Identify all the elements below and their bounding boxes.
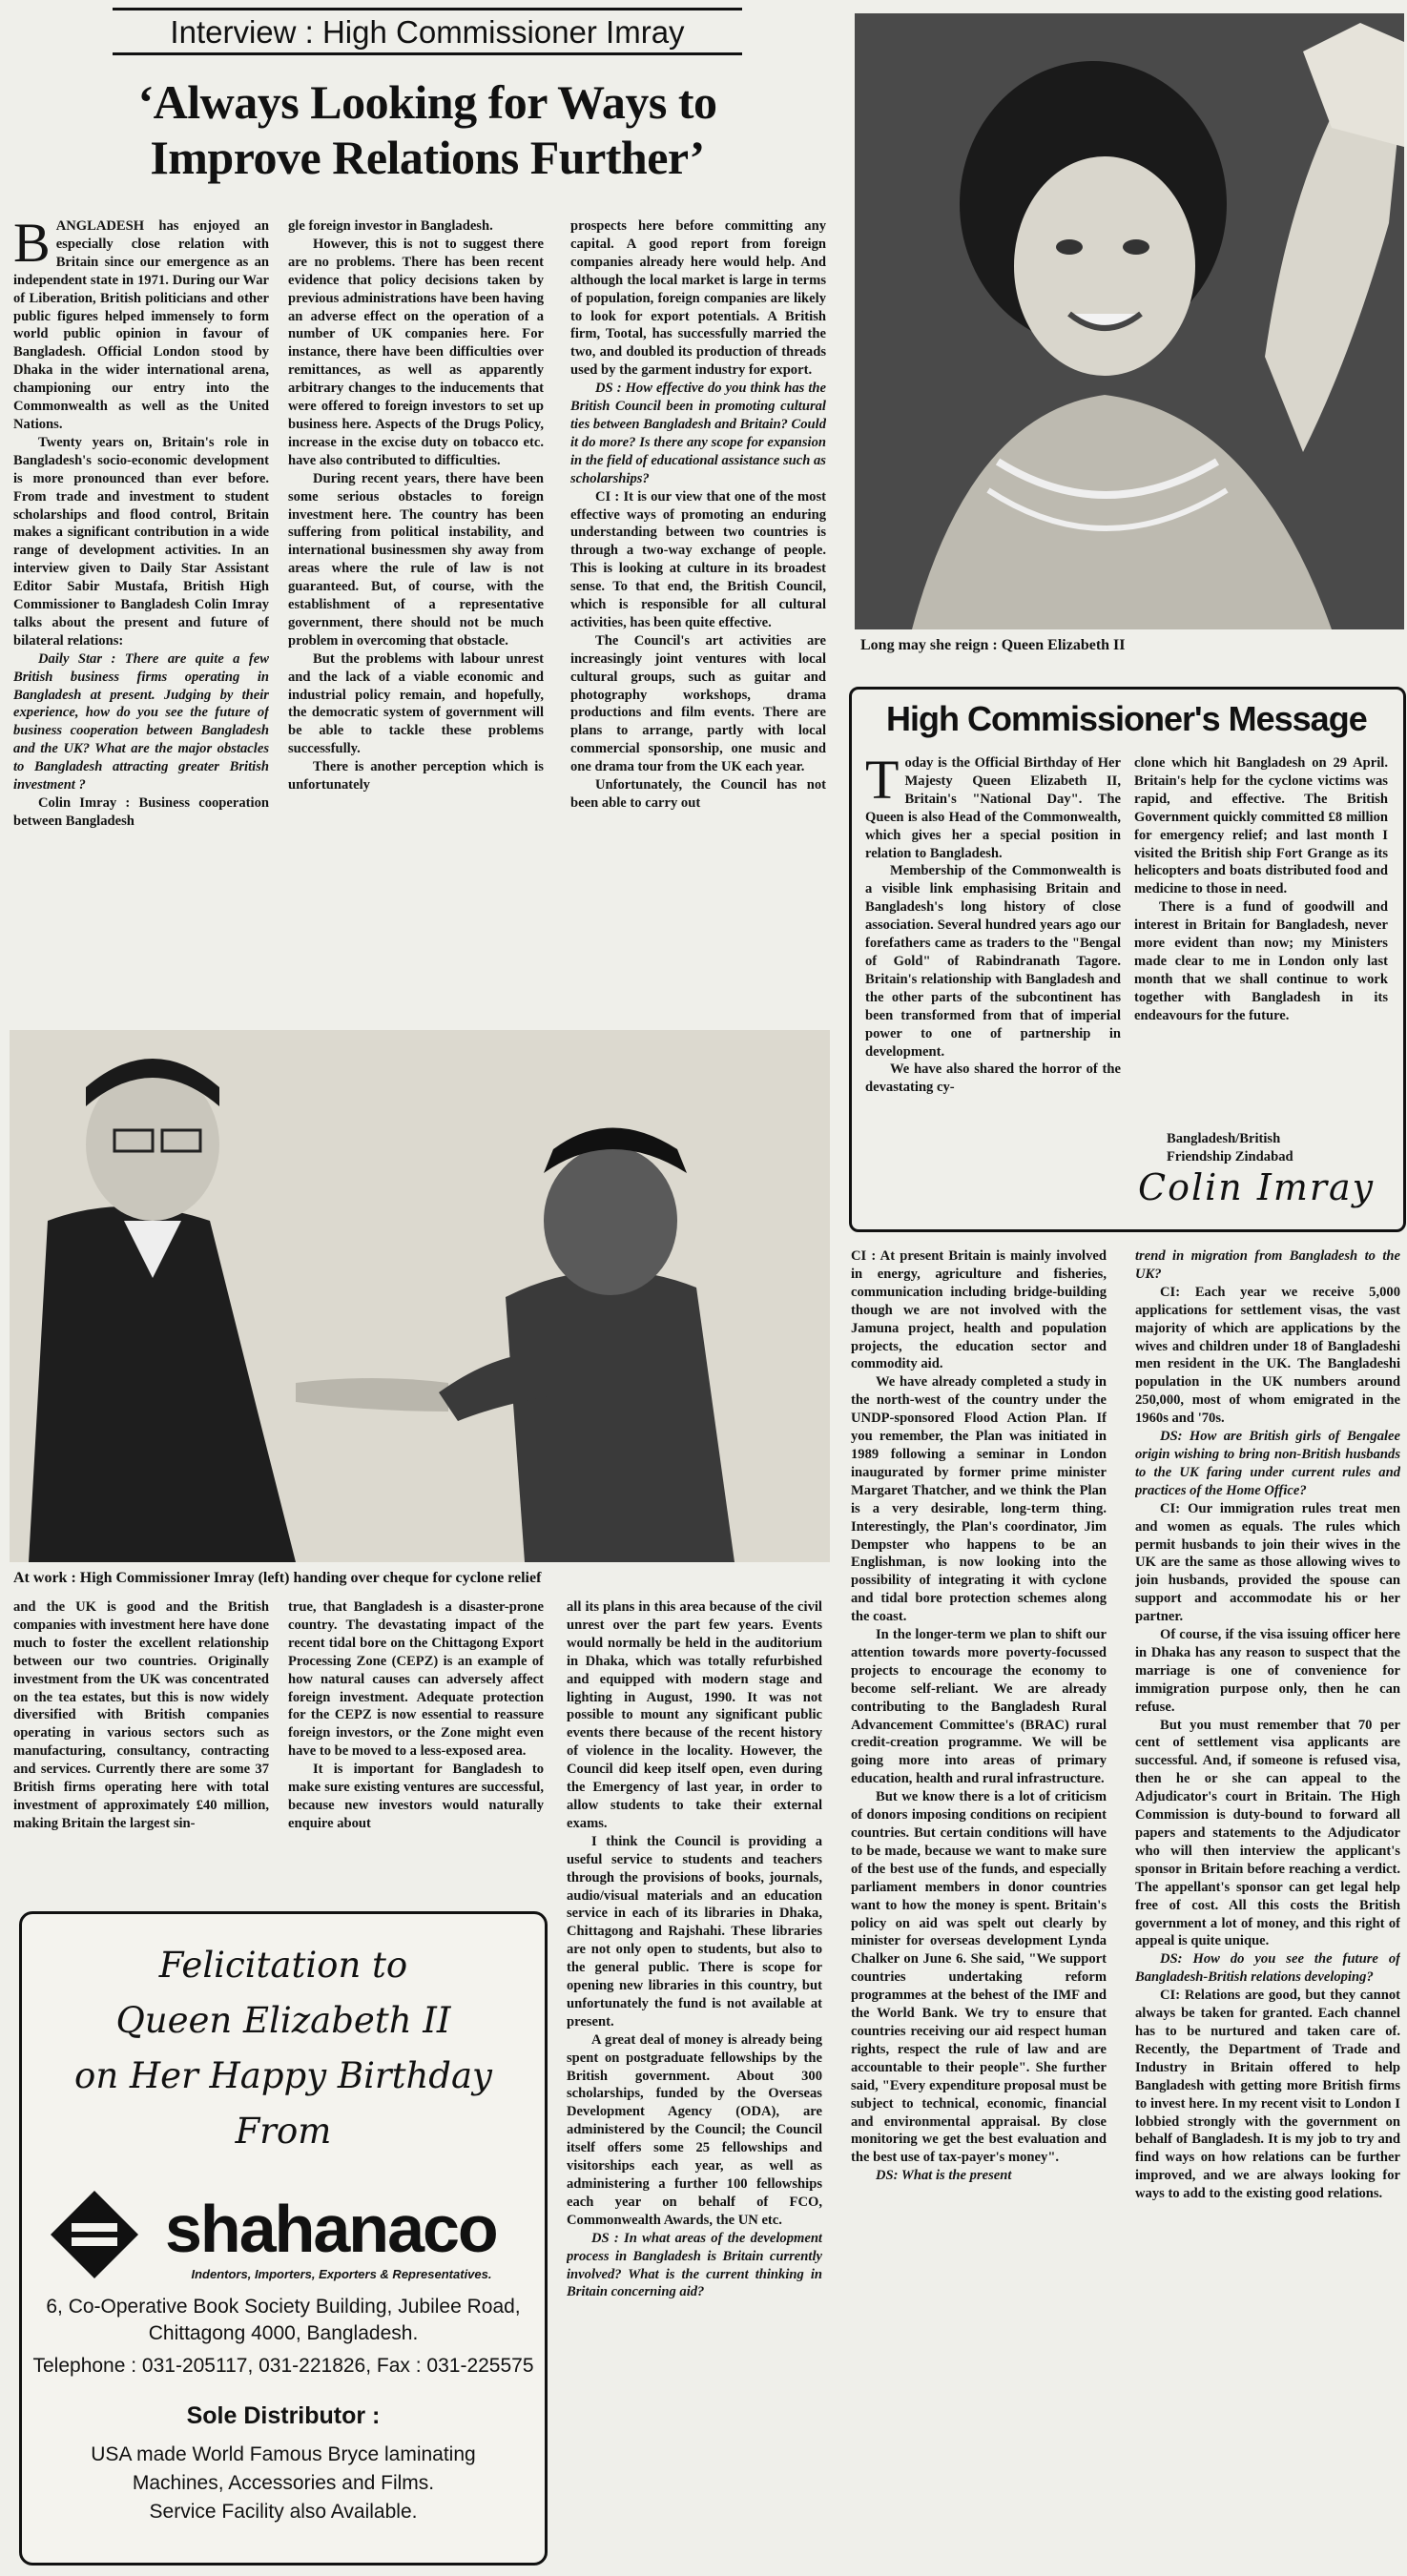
paragraph: We have already completed a study in the north-west of the country under the UNDP-sponsored Flood Action Plan. If you remember, the Plan was initiated in 1989 following a seminar in London inaugurated by former prime minister Margaret Thatcher, and we think the Plan is a very desirable, long-term thing. Interestingly, the Plan's coordinator, Jim Dempster who happens to be an Englishman, is now looking into the possibility of integrating it with cyclone and tidal bore protection schemes along the coast. <box>851 1374 1107 1625</box>
drop-cap: T <box>865 754 900 811</box>
paragraph: oday is the Official Birthday of Her Majesty Queen Elizabeth II, Britain's "National Day". The Queen is also Head of the Commonwealth, which gives her a special position in relation to Bangladesh. <box>865 755 1121 861</box>
shahanaco-logo-icon <box>47 2187 142 2282</box>
handover-illustration <box>10 1030 830 1562</box>
paragraph: There is another perception which is unfortunately <box>288 759 544 793</box>
ad-distributor-details <box>22 2441 545 2526</box>
ad-address-line-2: Chittagong 4000, Bangladesh. <box>148 2322 419 2344</box>
paragraph: CI : At present Britain is mainly involved in energy, agriculture and fisheries, communication including bridge-building though we are not involved with the Jamuna project, health and population projects, the education sector and commodity aid. <box>851 1248 1107 1372</box>
signature: Colin Imray <box>1138 1166 1376 1208</box>
paragraph: gle foreign investor in Bangladesh. <box>288 218 493 234</box>
paragraph: In the longer-term we plan to shift our attention towards more poverty-focussed projects to encourage the economy to become self-reliant. We are already contributing to the Bangladesh Rural Advancement Committee's (BRAC) rural credit-creation programme. We will be going more into areas of primary education, health and rural infrastructure. <box>851 1627 1107 1787</box>
paragraph: all its plans in this area because of the civil unrest over the part few years. Events would normally be held in the auditorium in Dhaka, which was totally refurbished and equipped with modern stage and lighting in August, 1990. It was not possible to mount any significant public events there because of the recent history of violence in the locality. However, the Council did keep itself open, even during the Emergency of last year, in order to allow students to take their external exams. <box>567 1599 822 1831</box>
paragraph: However, this is not to suggest there are no problems. There has been recent evidence that policy decisions taken by previous administrations have been having an adverse effect on the operation of a number of UK companies here. For instance, there have been difficulties over remittances, as well as apparently arbitrary changes to the inducements that were offered to foreign investors to set up business here. Aspects of the Drugs Policy, increase in the excise duty on tobacco etc. have also contributed to difficulties. <box>288 236 544 468</box>
queen-portrait-illustration <box>855 13 1404 629</box>
ad-phone: Telephone : 031-205117, 031-221826, Fax : 031-225575 <box>32 2355 534 2377</box>
paragraph: Unfortunately, the Council has not been able to carry out <box>570 777 826 811</box>
headline <box>8 74 847 185</box>
paragraph: There is a fund of goodwill and interest in Britain for Bangladesh, never more evident than now; my Ministers made clear to me in London only last month that we shall continue to work together with Bangladesh in its endeavours for the future. <box>1134 899 1388 1023</box>
paragraph: We have also shared the horror of the devastating cy- <box>865 1061 1121 1096</box>
paragraph: CI: Relations are good, but they cannot always be taken for granted. Each channel has to be nurtured and taken care of. Recently, the Department of Trade and Industry in Britain offered to help Bangladesh with getting more British firms to invest here. In my recent visit to London I lobbied strongly with the government on behalf of Bangladesh. It is my job to try and find ways on how relations can be further improved, and we are always looking for ways to add to the existing good relations. <box>1135 1988 1400 2202</box>
paragraph: and the UK is good and the British companies with investment here have done much to foster the excellent relationship between our two countries. Originally investment from the UK was concentrated on the tea estates, but this is now widely diversified with British companies operating in various sectors such as manufacturing, consultancy, contracting and services. Currently there are some 37 British firms operating here with total investment of approximately £40 million, making Britain the largest sin- <box>13 1599 269 1831</box>
paragraph: prospects here before committing any capital. A good report from foreign companies already here would help. And although the local market is large in terms of population, foreign companies are likely to look for export potentials. A British firm, Tootal, has successfully married the two, and doubled its production of threads used by the garment industry for export. <box>570 218 826 379</box>
section-rubric: Interview : High Commissioner Imray <box>113 8 742 55</box>
article-column-2 <box>288 217 544 1028</box>
paragraph: Colin Imray : Business cooperation between Bangladesh <box>13 795 269 829</box>
paragraph: true, that Bangladesh is a disaster-prone country. The devastating impact of the recent tidal bore on the Chittagong Export Processing Zone (CEPZ) is an example of how natural causes can adversely affect foreign investment. Adequate protection for the CEPZ is now essential to reassure foreign investors, or the Zone might even have to be moved to a less-exposed area. <box>288 1599 544 1760</box>
question-paragraph: DS : How effective do you think has the British Council been in promoting cultural ties between Bangladesh and Britain? Could it do more? Is there any scope for expansion in the field of educational assistance such as scholarships? <box>570 381 826 486</box>
ad-distributor-line-2: Machines, Accessories and Films. <box>132 2472 435 2494</box>
handover-photo-caption: At work : High Commissioner Imray (left) handing over cheque for cyclone relief <box>13 1570 542 1586</box>
question-paragraph: DS: What is the present <box>876 2168 1012 2184</box>
paragraph: CI : It is our view that one of the most effective ways of promoting an enduring understanding between two countries is through a two-way exchange of people. This is looking at culture in its broadest sense. To that end, the British Council, which is responsible for all cultural activities, has been quite effective. <box>570 488 826 630</box>
ad-greeting <box>22 1943 545 2154</box>
ad-address-line-1: 6, Co-Operative Book Society Building, Jubilee Road, <box>46 2296 521 2318</box>
hc-message-signoff <box>1167 1130 1376 1166</box>
ad-line-1: Felicitation to <box>158 1945 408 1986</box>
paragraph: Of course, if the visa issuing officer here in Dhaka has any reason to suspect that the marriage is one of convenience for immigration purpose only, then he can refuse. <box>1135 1627 1400 1715</box>
headline-line-2: Improve Relations Further’ <box>150 131 705 184</box>
birthday-advertisement <box>19 1911 548 2566</box>
paragraph: CI: Our immigration rules treat men and women as equals. The rules which permit husbands to join their wives in the UK are the same as those allowing wives to join husbands, provided the spouse can support and accommodate his or her partner. <box>1135 1500 1400 1625</box>
signoff-line-1: Bangladesh/British <box>1167 1131 1281 1146</box>
drop-cap: B <box>13 217 51 274</box>
article-column-1 <box>13 217 269 1028</box>
ad-line-3: on Her Happy Birthday <box>74 2055 492 2096</box>
ad-tagline: Indentors, Importers, Exporters & Representatives. <box>191 2267 492 2281</box>
article-column-4 <box>13 1598 269 1904</box>
hc-message-column-1 <box>865 754 1121 1222</box>
question-paragraph: trend in migration from Bangladesh to the UK? <box>1135 1248 1400 1282</box>
paragraph: During recent years, there have been some serious obstacles to foreign investment here. The country has been suffering from political instability, and international businessmen shy away from areas where the rule of law is not guaranteed. But, of course, with the establishment of a representative government, there should not be much problem in overcoming that obstacle. <box>288 470 544 649</box>
signoff-line-2: Friendship Zindabad <box>1167 1148 1293 1164</box>
paragraph: The Council's art activities are increasingly joint ventures with local cultural groups, such as guitar and photography workshops, drama productions and film events. There are plans to arrange, partly with local commercial sponsorship, one music and one drama tour from the UK each year. <box>570 632 826 775</box>
question-paragraph: Daily Star : There are quite a few British business firms operating in Bangladesh at present. Judging by their experience, how do you see the future of business cooperation between Bangladesh and the UK? What are the major obstacles to Bangladesh attracting greater British investment ? <box>13 650 269 793</box>
paragraph: ANGLADESH has enjoyed an especially close relation with Britain since our emergence as an independent state in 1971. During our War of Liberation, British politicians and other public figures helped immensely to form world public opinion in favour of Bangladesh. Official London stood by Dhaka in the wider international arena, championing our entry into the Commonwealth as well as the United Nations. <box>13 218 269 432</box>
question-paragraph: DS : In what areas of the development process in Bangladesh is Britain currently involved? What is the current thinking in Britain concerning aid? <box>567 2230 822 2300</box>
paragraph: But we know there is a lot of criticism of donors imposing conditions on recipient countries. But certain conditions will have to be made, because we want to make sure of the best use of the funds, and especially parliament members in donor countries want to how the money is spent. Britain's policy on aid was spelt out clearly by minister for overseas development Lynda Chalker on June 6. She said, "We support countries undertaking reform programmes at the behest of the IMF and the World Bank. We try to ensure that countries receiving our aid respect human rights, respect the rule of law and are accountable to their people". She further said, "Every expenditure proposal must be subject to technical, economic, financial and environmental appraisal. By close monitoring we get the best evaluation and the best use of tax-payer's money". <box>851 1789 1107 2166</box>
headline-line-1: ‘Always Looking for Ways to <box>137 75 717 129</box>
question-paragraph: DS: How do you see the future of Bangladesh-British relations developing? <box>1135 1951 1400 1986</box>
ad-address <box>22 2294 545 2380</box>
queen-photo-caption: Long may she reign : Queen Elizabeth II <box>860 637 1126 653</box>
paragraph: A great deal of money is already being spent on postgraduate fellowships by the British government. About 300 scholarships, funded by the Overseas Development Agency (ODA), are administered by the Council; the Council itself offers some 25 fellowships and visitorships each year, as well as administering a further 100 fellowships each year on behalf of FCO, Commonwealth Awards, the UN etc. <box>567 2031 822 2228</box>
ad-line-4: From <box>235 2111 332 2152</box>
ad-line-2: Queen Elizabeth II <box>115 2000 451 2041</box>
handover-photo <box>10 1030 830 1562</box>
paragraph: Twenty years on, Britain's role in Bangladesh's socio-economic development is more pronounced than ever before. From trade and investment to student scholarships and flood control, Britain makes a significant contribution in a wide range of development activities. In an interview given to Daily Star Assistant Editor Sabir Mustafa, British High Commissioner to Bangladesh Colin Imray talks about the present and future of bilateral relations: <box>13 434 269 649</box>
paragraph: Membership of the Commonwealth is a visible link emphasising Britain and Bangladesh's long history of close association. Several hundred years ago our forefathers came as traders to the "Bengal of Gold" of Rabindranath Tagore. Britain's relationship with Bangladesh and the other parts of the subcontinent has been transformed from that of imperial power to one of partnership in development. <box>865 863 1121 1060</box>
paragraph: It is important for Bangladesh to make sure existing ventures are successful, because new investors would naturally enquire about <box>288 1762 544 1831</box>
ad-distributor-line-1: USA made World Famous Bryce laminating <box>91 2443 476 2465</box>
paragraph: But you must remember that 70 per cent of settlement visa applicants are successful. And, if someone is refused visa, then he or she can appeal to the Adjudicator's court in Britain. The High Commission is duty-bound to forward all papers and statements to the Adjudicator who will then interview the applicant's sponsor in Britain before reaching a verdict. The appellant's sponsor can get legal help free of cost. All this costs the British government a lot of money, and this right of appeal is quite unique. <box>1135 1717 1400 1949</box>
hc-message-title: High Commissioner's Message <box>886 699 1367 738</box>
paragraph: clone which hit Bangladesh on 29 April. Britain's help for the cyclone victims was rapid, and effective. The British Government quickly committed £8 million for emergency relief; and last month I visited the British ship Fort Grange as its helicopters and boats distributed food and medicine to those in need. <box>1134 755 1388 897</box>
article-column-7 <box>851 1247 1107 2573</box>
article-column-5 <box>288 1598 544 1904</box>
article-column-6 <box>567 1598 822 2571</box>
paragraph: CI: Each year we receive 5,000 applications for settlement visas, the vast majority of which are applications by the wives and children under 18 of Bangladeshi men resident in the UK. The Bangladeshi population in the UK numbers around 250,000, most of whom emigrated in the 1960s and '70s. <box>1135 1284 1400 1427</box>
hc-message-column-2 <box>1134 754 1388 1060</box>
ad-distributor-line-3: Service Facility also Available. <box>149 2501 418 2523</box>
ad-brand: shahanaco <box>165 2192 497 2266</box>
hc-message-box <box>849 687 1406 1232</box>
paragraph: I think the Council is providing a useful service to students and teachers through the provisions of books, journals, audio/visual materials and an education service in each of its libraries in Dhaka, Chittagong and Rajshahi. These libraries are not only open to students, but also to the general public. There is scope for opening new libraries in this country, but unfortunately the fund is not available at present. <box>567 1833 822 2030</box>
queen-photo <box>855 13 1404 629</box>
paragraph: But the problems with labour unrest and the lack of a viable economic and industrial policy remain, and hopefully, the democratic system of government will be able to tackle these problems successfully. <box>288 650 544 757</box>
question-paragraph: DS: How are British girls of Bengalee origin wishing to bring non-British husbands to the UK faring under current rules and practices of the Home Office? <box>1135 1429 1400 1498</box>
article-column-3 <box>570 217 826 1028</box>
article-column-8 <box>1135 1247 1400 2573</box>
ad-distributor-heading: Sole Distributor : <box>186 2402 381 2429</box>
